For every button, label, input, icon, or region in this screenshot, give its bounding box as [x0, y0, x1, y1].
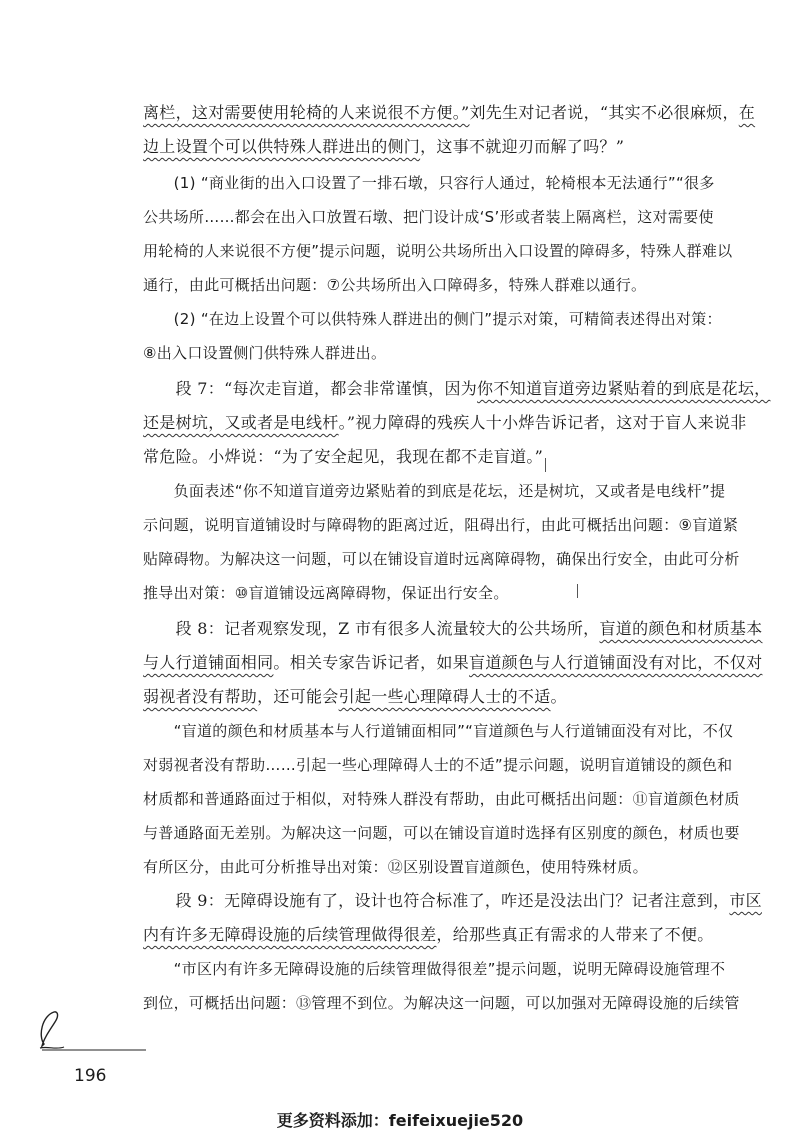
text-line	[143, 234, 743, 268]
text-segment: 段 7：“每次走盲道，都会非常谨慎，因为	[143, 379, 478, 398]
text-line	[143, 302, 743, 336]
underlined-text: 内有许多无障碍设施的后续管理做得很差	[143, 925, 437, 944]
text-segment: 用轮椅的人来说很不方便”提示问题，说明公共场所出入口设置的障碍多，特殊人群难以	[143, 242, 733, 260]
text-segment: 。相关专家告诉记者，如果	[273, 653, 470, 672]
paragraph	[143, 474, 743, 610]
text-line	[143, 646, 763, 680]
paragraph	[143, 612, 763, 714]
text-segment: 。	[550, 687, 567, 706]
paragraph	[143, 714, 743, 884]
text-segment: 与普通路面无差别。为解决这一问题，可以在铺设盲道时选择有区别度的颜色，材质也要	[143, 824, 740, 842]
text-line	[143, 918, 743, 952]
text-line	[143, 406, 747, 440]
text-line	[143, 268, 743, 302]
text-line	[143, 508, 743, 542]
text-line	[143, 714, 743, 748]
underlined-text: 还是树坑，又或者是电线杆	[143, 413, 339, 432]
text-line	[143, 816, 743, 850]
text-line	[143, 542, 743, 576]
text-segment: 。”视力障碍的残疾人十小烨告诉记者，这对于盲人来说非	[338, 413, 747, 432]
text-line	[143, 166, 743, 200]
text-line	[143, 612, 763, 646]
text-segment: ，还可能会	[257, 687, 339, 706]
text-segment: “市区内有许多无障碍设施的后续管理做得很差”提示问题，说明无障碍设施管理不	[143, 960, 726, 978]
paragraph	[143, 884, 762, 952]
text-segment: 材质都和普通路面过于相似，对特殊人群没有帮助，由此可概括出问题：⑪盲道颜色材质	[143, 790, 740, 808]
underlined-text: 离栏，这对需要使用轮椅的人来说很不方便。”	[143, 103, 470, 122]
text-segment: 通行，由此可概括出问题：⑦公共场所出入口障碍多，特殊人群难以通行。	[143, 276, 647, 294]
paragraph	[143, 166, 743, 302]
underlined-text: 你不知道盲道旁边紧贴着的到底是花坛，	[477, 379, 771, 398]
text-line	[143, 884, 762, 918]
underlined-text: 盲道的颜色和材质基本	[599, 619, 763, 638]
underlined-text: 在	[738, 103, 756, 122]
text-segment: 段 8：记者观察发现，Z 市有很多人流量较大的公共场所，	[143, 619, 600, 638]
underlined-text: 弱视者没有帮助	[143, 687, 258, 706]
underlined-text: 边上设置个可以供特殊人群进出的侧门	[143, 137, 421, 156]
text-line	[143, 440, 743, 474]
underlined-text: 引起一些心理障碍人士的不适	[338, 687, 551, 706]
text-line	[143, 200, 743, 234]
text-segment: 贴障碍物。为解决这一问题，可以在铺设盲道时远离障碍物，确保出行安全，由此可分析	[143, 550, 740, 568]
text-segment: 有所区分，由此可分析推导出对策：⑫区别设置盲道颜色，使用特殊材质。	[143, 858, 648, 876]
text-line	[143, 372, 771, 406]
text-line	[143, 748, 743, 782]
text-segment: (2) “在边上设置个可以供特殊人群进出的侧门”提示对策，可精简表述得出对策：	[143, 310, 722, 328]
underlined-text: 盲道颜色与人行道铺面没有对比，不仅对	[469, 653, 763, 672]
text-segment: 到位，可概括出问题：⑬管理不到位。为解决这一问题，可以加强对无障碍设施的后续管	[143, 994, 740, 1012]
text-line	[143, 952, 743, 986]
text-line	[143, 130, 743, 164]
text-line	[143, 986, 743, 1020]
text-segment: 常危险。小烨说：“为了安全起见，我现在都不走盲道。”	[143, 447, 544, 466]
text-segment: (1) “商业街的出入口设置了一排石墩，只容行人通过，轮椅根本无法通行”“很多	[143, 174, 715, 192]
text-segment: ，给那些真正有需求的人带来了不便。	[436, 925, 714, 944]
text-segment: 示问题，说明盲道铺设时与障碍物的距离过近，阻碍出行，由此可概括出问题：⑨盲道紧	[143, 516, 739, 534]
underlined-text: 市区	[729, 891, 762, 910]
text-line	[143, 850, 743, 884]
paragraph	[143, 372, 771, 474]
paragraph	[143, 952, 743, 1020]
page-number: 196	[74, 1066, 107, 1086]
text-segment: 公共场所……都会在出入口放置石墩、把门设计成‘S’形或者装上隔离栏，这对需要使	[143, 208, 714, 226]
pen-note-icon	[28, 1008, 148, 1052]
scan-mark	[577, 584, 578, 598]
text-segment: 推导出对策：⑩盲道铺设远离障碍物，保证出行安全。	[143, 584, 509, 602]
text-line	[143, 96, 756, 130]
text-segment: 段 9：无障碍设施有了，设计也符合标准了，咋还是没法出门？记者注意到，	[143, 891, 730, 910]
underlined-text: 与人行道铺面相同	[143, 653, 274, 672]
text-segment: ⑧出入口设置侧门供特殊人群进出。	[143, 344, 387, 362]
paragraph	[143, 96, 756, 164]
text-line	[143, 680, 743, 714]
text-segment: “盲道的颜色和材质基本与人行道铺面相同”“盲道颜色与人行道铺面没有对比，不仅	[143, 722, 734, 740]
text-segment: 负面表述“你不知道盲道旁边紧贴着的到底是花坛，还是树坑，又或者是电线杆”提	[143, 482, 726, 500]
text-line	[143, 474, 743, 508]
text-segment: 对弱视者没有帮助……引起一些心理障碍人士的不适”提示问题，说明盲道铺设的颜色和	[143, 756, 733, 774]
footer-note: 更多资料添加：feifeixuejie520	[276, 1111, 524, 1130]
text-segment: 刘先生对记者说，“其实不必很麻烦，	[469, 103, 739, 122]
paragraph	[143, 302, 743, 370]
text-line	[143, 336, 743, 370]
text-line	[143, 782, 743, 816]
text-line	[143, 576, 743, 610]
text-segment: ，这事不就迎刃而解了吗？”	[420, 137, 625, 156]
scan-mark	[545, 458, 546, 472]
